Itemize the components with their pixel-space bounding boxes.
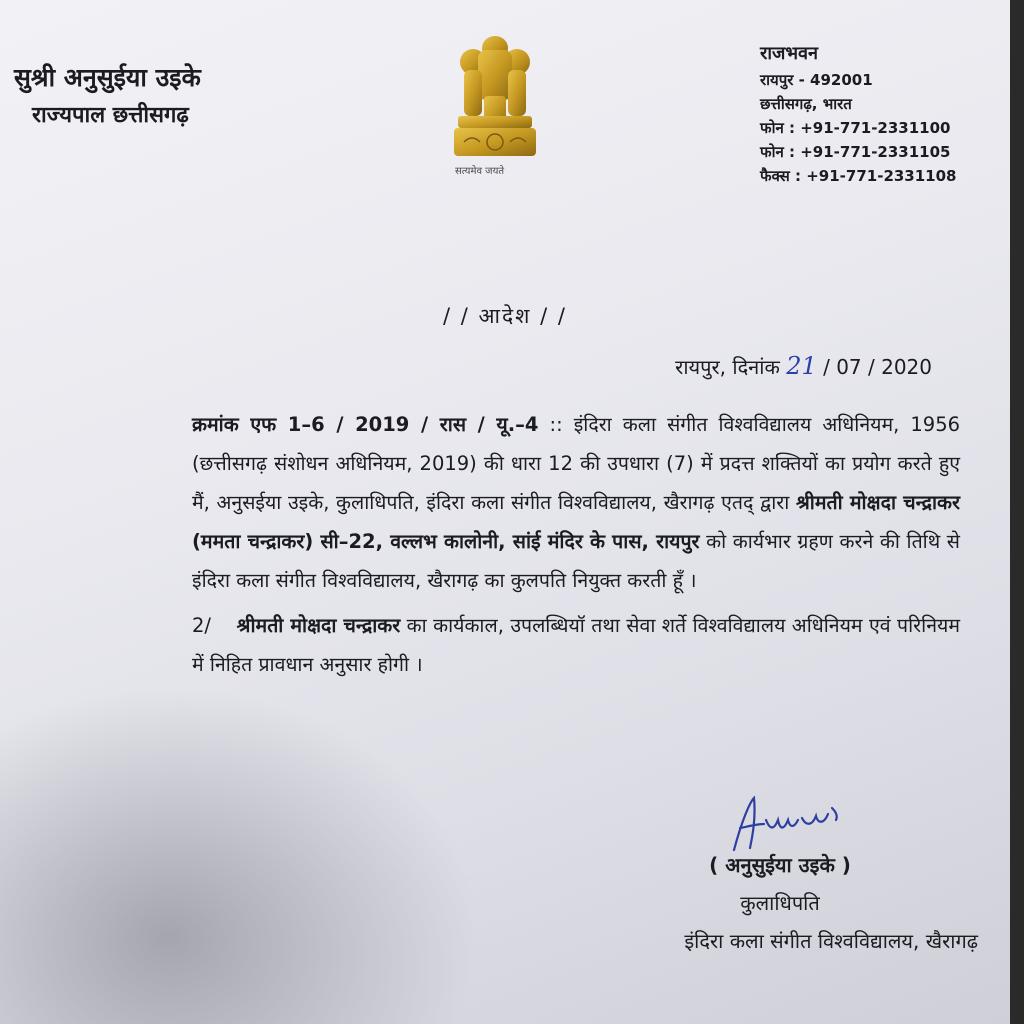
order-title: / / आदेश / / — [443, 304, 567, 328]
date-prefix: रायपुर, दिनांक — [675, 355, 780, 379]
appointee-name: श्रीमती मोक्षदा चन्द्राकर — [236, 614, 401, 637]
contact-phone-2: फोन : +91-771-2331105 — [760, 143, 951, 161]
signoff-block — [580, 846, 980, 960]
signatory-name: ( अनुसुईया उइके ) — [709, 853, 851, 877]
signatory-organization: इंदिरा कला संगीत विश्वविद्यालय, खैरागढ़ — [684, 929, 978, 953]
sender-designation: राज्यपाल छत्तीसगढ़ — [32, 103, 189, 128]
contact-fax: फैक्स : +91-771-2331108 — [760, 167, 957, 185]
ashoka-emblem-icon — [440, 30, 550, 180]
para1-text-a: :: इंदिरा कला संगीत विश्वविद्यालय अधिनियम, 1956 (छत्तीसगढ़ संशोधन अधिनियम, 2019) की धारा 12 की उपधारा (7) में प्रदत्त शक्तियों का प्रयोग करते हुए मैं, अनुसईया उइके, कुलाधिपति, इंदिरा कला संगीत विश्वविद्यालय, खैरागढ़ एतद् द्वारा — [192, 413, 961, 514]
order-body — [192, 405, 960, 690]
date-day-handwritten: 21 — [786, 352, 817, 380]
contact-office: राजभवन — [760, 43, 819, 64]
contact-phone-1: फोन : +91-771-2331100 — [760, 119, 951, 137]
contact-block — [760, 42, 957, 188]
hand-shadow — [0, 684, 480, 1024]
para2-number: 2/ — [192, 614, 211, 637]
para1-text-b: को कार्यभार ग्रहण करने की तिथि से इंदिरा कला संगीत विश्वविद्यालय, खैरागढ़ का कुलपति नियुक्त करती हूँ । — [192, 530, 960, 592]
contact-city: रायपुर - 492001 — [760, 71, 873, 89]
signatory-title: कुलाधिपति — [740, 891, 820, 915]
order-date — [675, 352, 932, 380]
emblem-motto: सत्यमेव जयते — [455, 166, 505, 177]
contact-state: छत्तीसगढ़, भारत — [760, 95, 852, 113]
order-paragraph-1 — [192, 405, 960, 600]
sender-name: सुश्री अनुसुईया उइके — [14, 63, 201, 92]
order-paragraph-2 — [192, 606, 960, 684]
sender-block — [14, 58, 201, 133]
appointee-details: श्रीमती मोक्षदा चन्द्राकर (ममता चन्द्राकर) सी–22, वल्लभ कालोनी, सांई मंदिर के पास, रायपुर — [192, 491, 960, 553]
order-reference: क्रमांक एफ 1–6 / 2019 / रास / यू.–4 — [192, 413, 539, 436]
date-rest: / 07 / 2020 — [823, 355, 932, 379]
para2-text: का कार्यकाल, उपलब्धियॉ तथा सेवा शर्ते विश्वविद्यालय अधिनियम एवं परिनियम में निहित प्रावधान अनुसार होगी । — [192, 614, 960, 676]
